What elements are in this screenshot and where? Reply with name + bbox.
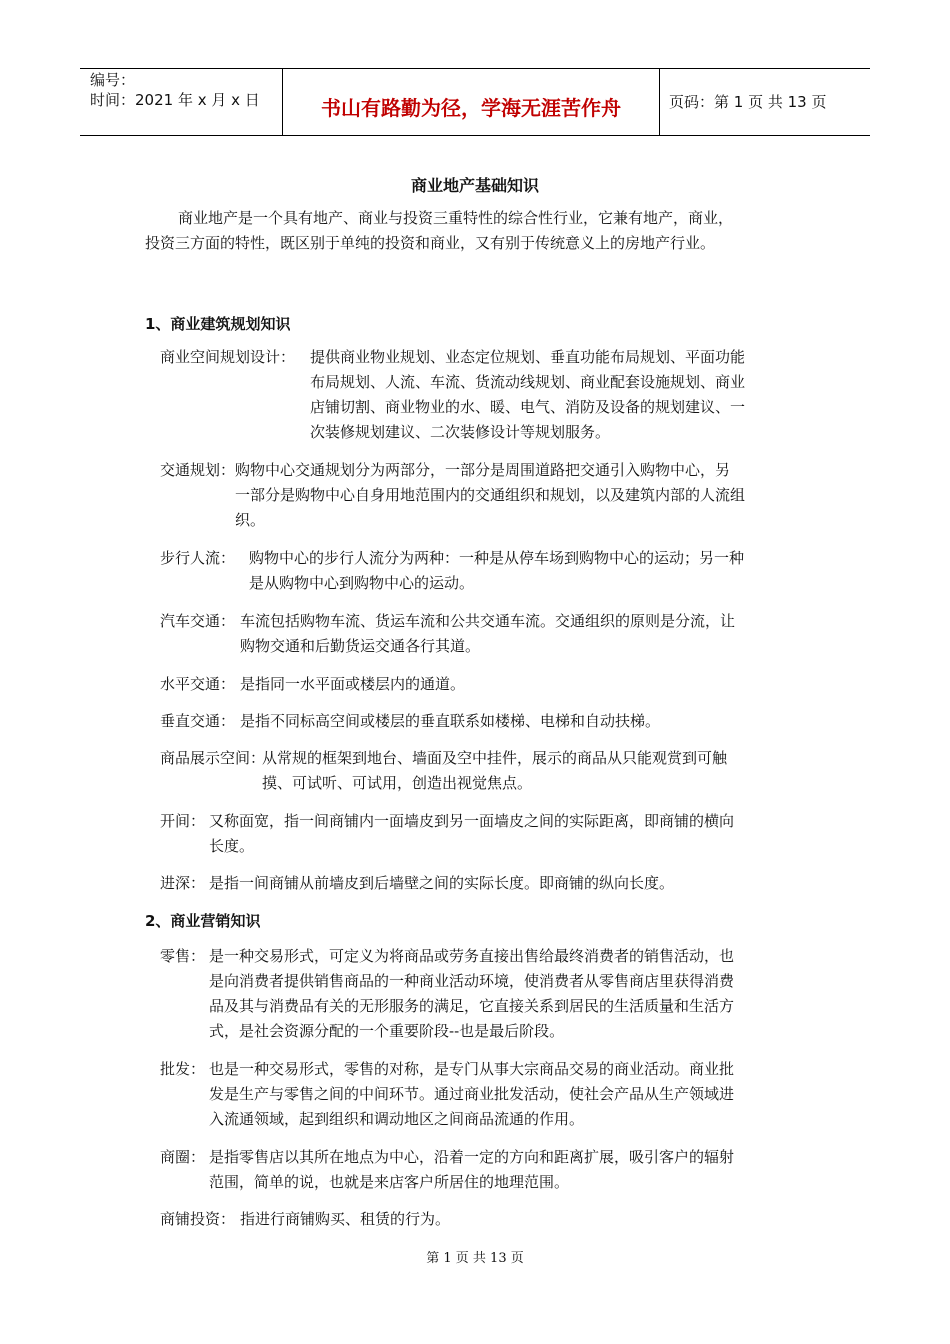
term-definition (310, 345, 820, 445)
doc-number-label: 编号： (90, 71, 136, 89)
term-definition (209, 1057, 819, 1132)
doc-title: 商业地产基础知识 (410, 176, 539, 195)
definition-line: 一部分是购物中心自身用地范围内的交通组织和规划，以及建筑内部的人流组 (235, 486, 746, 504)
term-definition: 是指一间商铺从前墙皮到后墙壁之间的实际长度。即商铺的纵向长度。 (209, 874, 675, 892)
term-label: 零售： (160, 947, 206, 965)
term-label: 进深： (160, 874, 206, 892)
section-heading: 1、商业建筑规划知识 (145, 315, 291, 333)
term-definition (209, 1145, 819, 1195)
term-definition (262, 746, 822, 796)
intro-line: 商业地产是一个具有地产、商业与投资三重特性的综合性行业，它兼有地产，商业， (178, 209, 734, 227)
header-divider (659, 68, 660, 136)
definition-line: 也是一种交易形式，零售的对称，是专门从事大宗商品交易的商业活动。商业批 (209, 1060, 735, 1078)
term-label: 批发： (160, 1060, 206, 1078)
term-definition (240, 609, 820, 659)
definition-line: 式，是社会资源分配的一个重要阶段--也是最后阶段。 (209, 1022, 565, 1040)
term-definition: 是指不同标高空间或楼层的垂直联系如楼梯、电梯和自动扶梯。 (240, 712, 661, 730)
definition-line: 又称面宽，指一间商铺内一面墙皮到另一面墙皮之间的实际距离，即商铺的横向 (209, 812, 735, 830)
term-label: 交通规划： (160, 461, 236, 479)
term-label: 开间： (160, 812, 206, 830)
term-definition (209, 944, 819, 1044)
term-label: 商业空间规划设计： (160, 348, 296, 366)
definition-line: 布局规划、人流、车流、货流动线规划、商业配套设施规划、商业 (310, 373, 746, 391)
definition-line: 长度。 (209, 837, 255, 855)
definition-line: 次装修规划建议、二次装修设计等规划服务。 (310, 423, 611, 441)
term-definition (209, 809, 819, 859)
term-label: 水平交通： (160, 675, 236, 693)
definition-line: 提供商业物业规划、业态定位规划、垂直功能布局规划、平面功能 (310, 348, 746, 366)
page-footer: 第 1 页 共 13 页 (426, 1251, 524, 1266)
definition-line: 车流包括购物车流、货运车流和公共交通车流。交通组织的原则是分流，让 (240, 612, 736, 630)
definition-line: 发是生产与零售之间的中间环节。通过商业批发活动，使社会产品从生产领域进 (209, 1085, 735, 1103)
definition-line: 品及其与消费品有关的无形服务的满足，它直接关系到居民的生活质量和生活方 (209, 997, 735, 1015)
term-definition (249, 546, 819, 596)
header-bottom-border (80, 135, 870, 136)
term-definition: 是指同一水平面或楼层内的通道。 (240, 675, 466, 693)
term-label: 步行人流： (160, 549, 236, 567)
term-definition (235, 458, 820, 533)
term-definition: 指进行商铺购买、租赁的行为。 (240, 1210, 451, 1228)
term-label: 商圈： (160, 1148, 206, 1166)
definition-line: 是一种交易形式，可定义为将商品或劳务直接出售给最终消费者的销售活动，也 (209, 947, 735, 965)
document-header (80, 68, 870, 136)
intro-line: 投资三方面的特性，既区别于单纯的投资和商业，又有别于传统意义上的房地产行业。 (145, 234, 716, 252)
header-motto: 书山有路勤为径，学海无涯苦作舟 (321, 96, 621, 120)
page-info: 页码：第 1 页 共 13 页 (669, 93, 827, 111)
definition-line: 购物中心的步行人流分为两种：一种是从停车场到购物中心的运动；另一种 (249, 549, 745, 567)
definition-line: 店铺切割、商业物业的水、暖、电气、消防及设备的规划建议、一 (310, 398, 746, 416)
term-label: 商品展示空间： (160, 749, 266, 767)
definition-line: 从常规的框架到地台、墙面及空中挂件，展示的商品从只能观赏到可触 (262, 749, 728, 767)
term-label: 商铺投资： (160, 1210, 236, 1228)
term-label: 垂直交通： (160, 712, 236, 730)
definition-line: 购物中心交通规划分为两部分，一部分是周围道路把交通引入购物中心，另 (235, 461, 731, 479)
definition-line: 摸、可试听、可试用，创造出视觉焦点。 (262, 774, 533, 792)
definition-line: 是指零售店以其所在地点为中心，沿着一定的方向和距离扩展，吸引客户的辐射 (209, 1148, 735, 1166)
definition-line: 购物交通和后勤货运交通各行其道。 (240, 637, 481, 655)
definition-line: 是从购物中心到购物中心的运动。 (249, 574, 475, 592)
definition-line: 织。 (235, 511, 266, 529)
definition-line: 是向消费者提供销售商品的一种商业活动环境，使消费者从零售商店里获得消费 (209, 972, 735, 990)
doc-time-label: 时间：2021 年 x 月 x 日 (90, 91, 260, 109)
definition-line: 范围，简单的说，也就是来店客户所居住的地理范围。 (209, 1173, 570, 1191)
section-heading: 2、商业营销知识 (145, 912, 261, 930)
term-label: 汽车交通： (160, 612, 236, 630)
definition-line: 入流通领域，起到组织和调动地区之间商品流通的作用。 (209, 1110, 585, 1128)
header-top-border (80, 68, 870, 69)
